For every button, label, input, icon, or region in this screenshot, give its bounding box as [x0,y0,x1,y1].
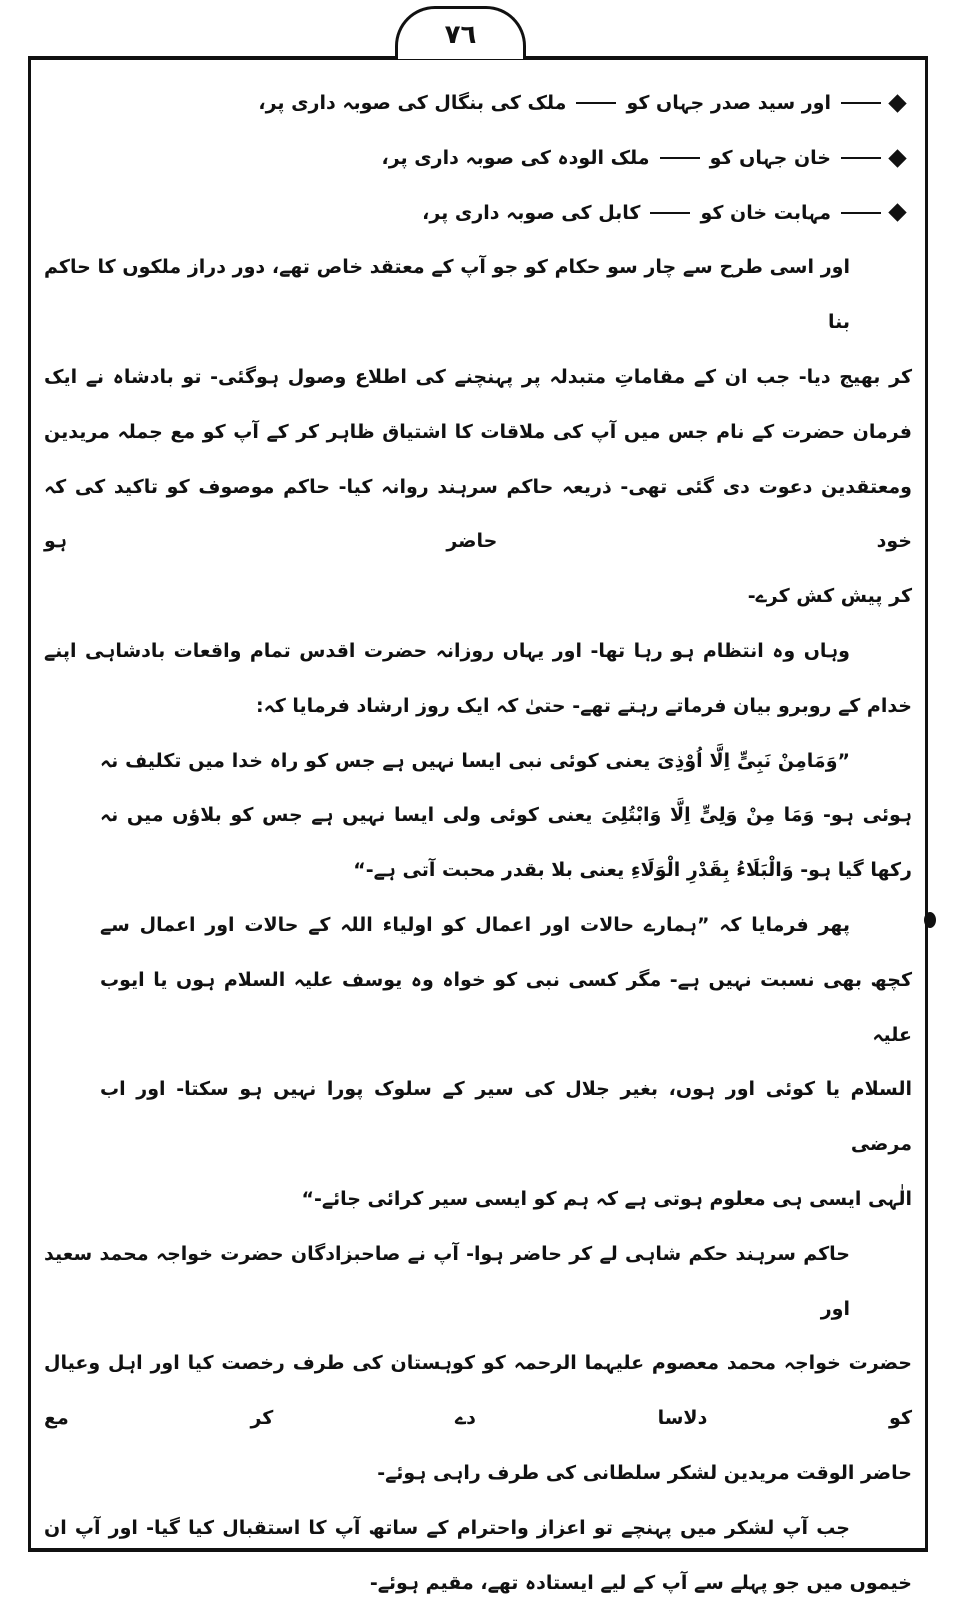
dash [841,157,881,159]
page-number: ٧٦ [395,6,526,59]
page-body [44,76,912,1610]
dash [841,212,881,214]
quote-line: رکھا گیا ہو- وَالْبَلَاءُ بِقَدْرِ الْوَلَاءِ یعنی بلا بقدر محبت آتی ہے-“ [353,859,912,882]
dash [576,102,616,104]
dash [841,102,881,104]
bullet-post: ملک الودہ کی صوبہ داری پر، [381,147,650,170]
text-line: اور اسی طرح سے چار سو حکام کو جو آپ کے معتقد خاص تھے، دور دراز ملکوں کا حاکم بنا [44,256,850,334]
bullet-item [100,76,912,131]
text-line: الٰہی ایسی ہی معلوم ہوتی ہے کہ ہم کو ایسی سیر کرائی جائے-“ [301,1187,912,1210]
text-line: فرمان حضرت کے نام جس میں آپ کی ملاقات کا اشتیاق ظاہر کر کے آپ کو مع جملہ مریدین [44,420,912,443]
bullet-post: ملک کی بنگال کی صوبہ داری پر، [258,92,567,115]
quote-line: ”وَمَامِنْ نَبِیٍّ اِلَّا اُوْذِیَ یعنی کوئی نبی ایسا نہیں ہے جس کو راہ خدا میں تکلیف نہ [100,749,850,772]
diamond-bullet-icon [888,149,906,167]
text-line: حاکم سرہند حکم شاہی لے کر حاضر ہوا- آپ نے صاحبزادگان حضرت خواجہ محمد سعید اور [44,1242,850,1320]
dash [650,212,690,214]
bullet-item [44,186,912,241]
bullet-post: کابل کی صوبہ داری پر، [422,201,641,224]
text-line: کچھ بھی نسبت نہیں ہے- مگر کسی نبی کو خواہ وہ یوسف علیہ السلام ہوں یا ایوب علیہ [100,968,912,1046]
quote-line: ہوئی ہو- وَمَا مِنْ وَلِیٍّ اِلَّا وَابْتُلِیَ یعنی کوئی ولی ایسا نہیں ہے جس کو بلاؤں میں نہ [100,804,912,827]
diamond-bullet-icon [888,94,906,112]
text-line: وہاں وہ انتظام ہو رہا تھا- اور یہاں روزانہ حضرت اقدس تمام واقعات بادشاہی اپنے [44,639,850,662]
text-line: خیموں میں جو پہلے سے آپ کے لیے ایستادہ تھے، مقیم ہوئے- [369,1571,912,1594]
scan-mark [924,912,936,928]
text-line: خدام کے روبرو بیان فرماتے رہتے تھے- حتیٰ کہ ایک روز ارشاد فرمایا کہ: [256,694,912,717]
text-line: پھر فرمایا کہ ”ہمارے حالات اور اعمال کو اولیاء اللہ کے حالات اور اعمال سے [100,913,850,936]
bullet-name: مہابت خان کو [700,201,831,224]
diamond-bullet-icon [888,204,906,222]
bullet-name: اور سید صدر جہاں کو [626,92,831,115]
text-line: کر بھیج دیا- جب ان کے مقاماتِ متبدلہ پر پہنچنے کی اطلاع وصول ہوگئی- تو بادشاہ نے ایک [44,365,912,388]
text-line: جب آپ لشکر میں پہنچے تو اعزاز واحترام کے ساتھ آپ کا استقبال کیا گیا- اور آپ ان [44,1516,850,1539]
dash [660,157,700,159]
text-line: حاضر الوقت مریدین لشکر سلطانی کی طرف راہی ہوئے- [377,1461,912,1484]
bullet-item [44,131,912,186]
bullet-name: خان جہاں کو [709,147,831,170]
text-line: ومعتقدین دعوت دی گئی تھی- ذریعہ حاکم سرہند روانہ کیا- حاکم موصوف کو تاکید کی کہ خود حاضر ہو [44,475,912,553]
text-line: حضرت خواجہ محمد معصوم علیہما الرحمہ کو کوہستان کی طرف رخصت کیا اور اہل وعیال کو دلاسا دے کر مع [44,1352,912,1430]
text-line: کر پیش کش کرے- [747,585,912,608]
text-line: السلام یا کوئی اور ہوں، بغیر جلال کی سیر کے سلوک پورا نہیں ہو سکتا- اور اب مرضی [100,1078,912,1156]
